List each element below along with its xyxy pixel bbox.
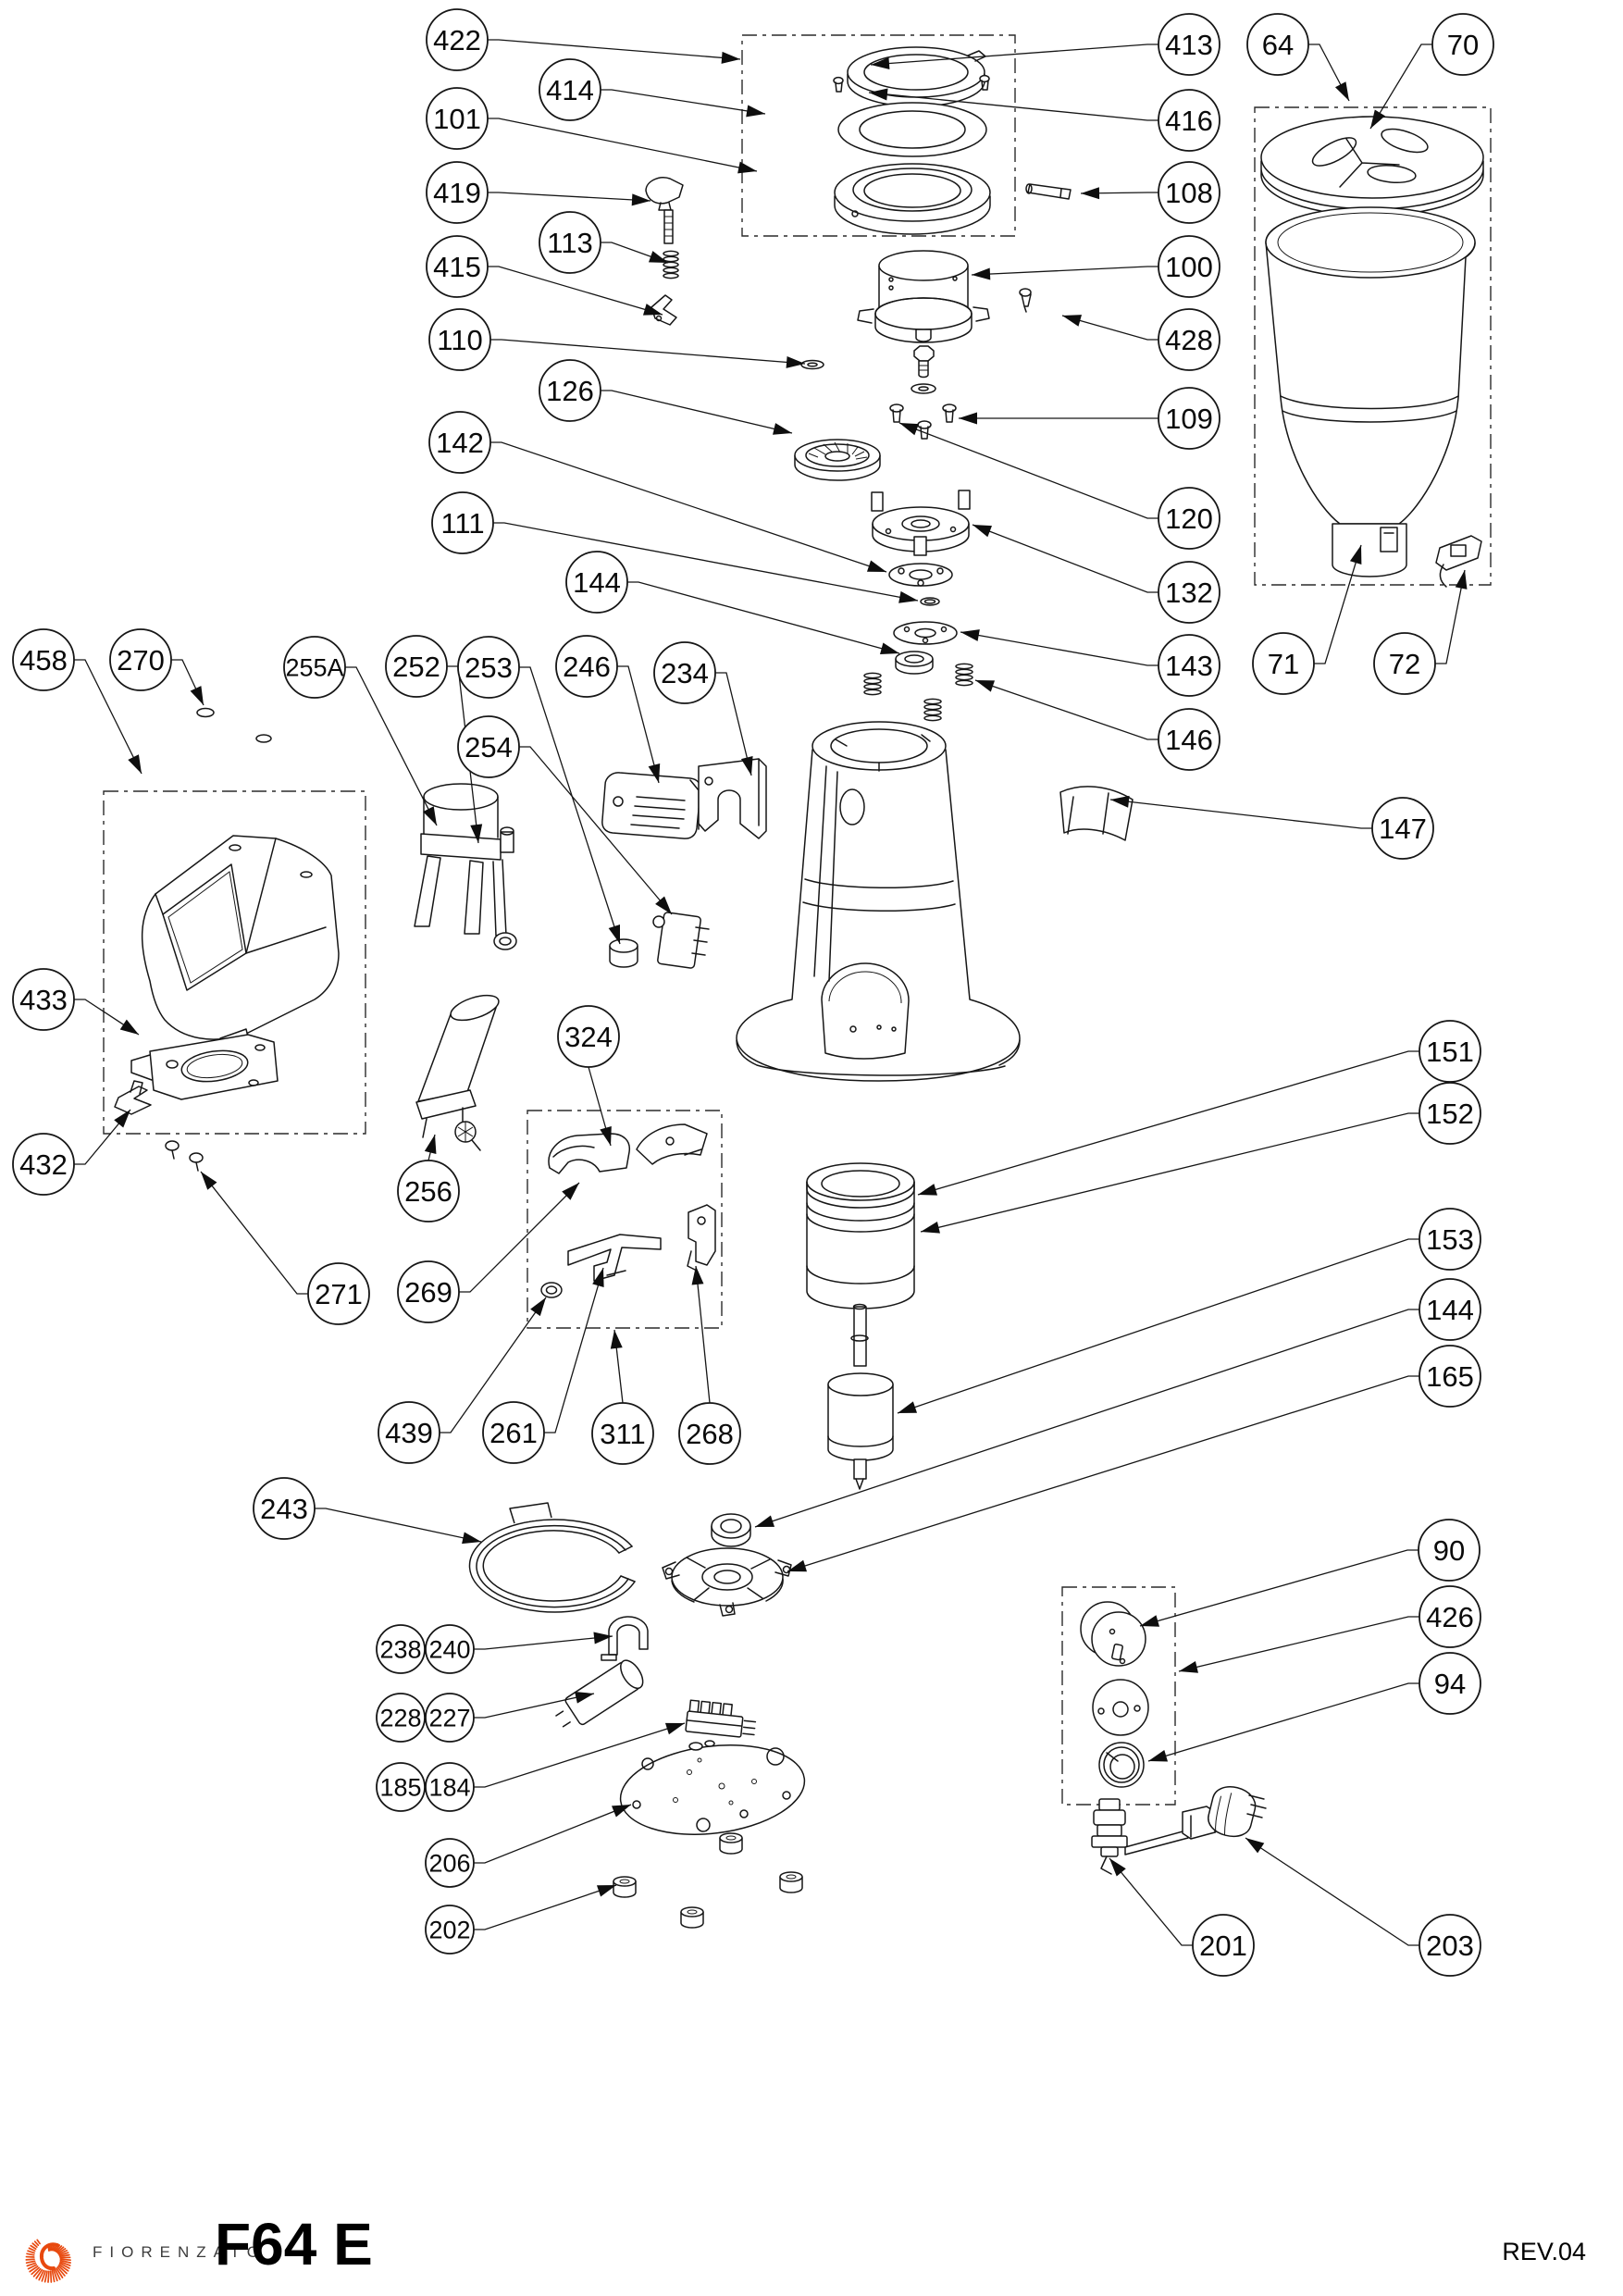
callout-203 (1419, 1915, 1481, 1976)
part-washer-flat (801, 361, 824, 369)
callout-109 (1158, 388, 1220, 449)
callout-238 (377, 1625, 425, 1673)
callout-165 (1419, 1346, 1481, 1407)
callout-number: 269 (404, 1275, 452, 1309)
callout-144 (1419, 1279, 1481, 1340)
callout-184 (426, 1763, 474, 1811)
part-probe-rod (1125, 1831, 1188, 1855)
part-chute-256 (416, 990, 502, 1150)
callout-202 (426, 1905, 474, 1954)
callout-number: 142 (436, 426, 484, 459)
callout-71 (1253, 633, 1314, 694)
part-disc-143 (894, 622, 957, 644)
footer (0, 2203, 1623, 2295)
callout-101 (427, 88, 488, 149)
callout-number: 254 (465, 730, 513, 763)
callout-number: 227 (428, 1704, 471, 1732)
part-burr-126 (795, 440, 880, 480)
part-washer-110 (911, 384, 935, 393)
callout-number: 243 (260, 1492, 308, 1525)
callout-number: 261 (489, 1416, 538, 1449)
callout-243 (254, 1478, 315, 1539)
leader-arrowhead (423, 806, 437, 825)
callout-number: 144 (1426, 1293, 1474, 1326)
leader-arrowhead (425, 1135, 437, 1154)
part-window-147 (1060, 787, 1133, 840)
leader-arrowhead (1148, 1750, 1168, 1761)
part-bracket-432 (115, 1081, 151, 1114)
part-hopper-body (1266, 207, 1475, 577)
callout-228 (377, 1694, 425, 1742)
callout-70 (1432, 14, 1493, 75)
callout-270 (110, 629, 171, 690)
leader-arrowhead (921, 1222, 940, 1234)
callout-number: 201 (1199, 1929, 1247, 1962)
callout-111 (432, 492, 493, 553)
callout-126 (539, 360, 601, 421)
part-springs (864, 664, 973, 720)
part-screw-416-left (834, 78, 843, 92)
brand-logo-icon (24, 2219, 81, 2293)
part-grinder-body (737, 722, 1020, 1081)
callout-144 (566, 552, 627, 613)
callout-number: 146 (1165, 723, 1213, 756)
part-screws-271 (166, 1141, 203, 1171)
part-timer-button-90 (1081, 1602, 1146, 1666)
callout-72 (1374, 633, 1435, 694)
callout-number: 100 (1165, 250, 1213, 283)
callout-number: 185 (379, 1773, 422, 1802)
callout-439 (378, 1402, 440, 1463)
callout-414 (539, 59, 601, 120)
callout-number: 108 (1165, 176, 1213, 209)
callout-428 (1158, 309, 1220, 370)
callout-number: 252 (392, 650, 440, 683)
callout-113 (539, 212, 601, 273)
callout-255A (284, 637, 345, 698)
callout-252 (386, 636, 447, 697)
part-rotor-153 (828, 1373, 893, 1489)
leader-arrowhead (867, 560, 886, 572)
part-clamp-240 (601, 1617, 648, 1660)
brand-name: FIORENZATO (93, 2243, 266, 2261)
callout-268 (679, 1403, 740, 1464)
callout-number: 416 (1165, 104, 1213, 137)
leader-arrowhead (898, 591, 918, 603)
callout-416 (1158, 90, 1220, 151)
part-hopper-lid (1261, 117, 1483, 216)
part-shaft (851, 1305, 868, 1367)
callout-number: 256 (404, 1174, 452, 1208)
part-bolt-110 (914, 346, 934, 378)
callout-246 (556, 636, 617, 697)
callout-number: 413 (1165, 28, 1213, 61)
part-burr-holder-132 (872, 490, 970, 555)
leader-arrowhead (755, 1516, 774, 1527)
leader-arrowhead (1245, 1838, 1264, 1853)
part-gasket-243 (469, 1503, 635, 1612)
callout-413 (1158, 14, 1220, 75)
callout-146 (1158, 709, 1220, 770)
leader-arrowhead (462, 1532, 481, 1544)
callout-number: 120 (1165, 502, 1213, 535)
leader-arrowhead (120, 1020, 139, 1035)
part-microswitch-254 (653, 912, 709, 968)
callout-number: 206 (428, 1849, 471, 1878)
leader-arrowhead (655, 897, 672, 914)
callout-419 (427, 162, 488, 223)
callout-number: 428 (1165, 323, 1213, 356)
callout-432 (13, 1134, 74, 1195)
callout-number: 71 (1267, 647, 1300, 680)
callout-201 (1193, 1915, 1254, 1976)
part-burr-carrier-100 (858, 251, 989, 342)
callout-number: 64 (1261, 28, 1295, 61)
part-gate-knob-72 (1436, 536, 1481, 587)
part-spring-113 (663, 251, 678, 278)
callout-185 (377, 1763, 425, 1811)
leader-arrowhead (114, 1110, 130, 1128)
part-grille-plate-246 (602, 773, 700, 838)
callout-311 (592, 1403, 653, 1464)
leader-arrowhead (1335, 81, 1349, 101)
part-bearing-144 (712, 1514, 750, 1546)
page-title-model: F64 E (215, 2211, 373, 2277)
callout-271 (308, 1263, 369, 1324)
part-flange-142 (889, 564, 952, 586)
leader-arrowhead (128, 754, 142, 774)
callout-number: 101 (433, 102, 481, 135)
callout-number: 203 (1426, 1929, 1474, 1962)
leader-arrowhead (1179, 1661, 1198, 1673)
callout-number: 94 (1433, 1667, 1467, 1700)
callout-240 (426, 1625, 474, 1673)
callout-number: 255A (285, 653, 344, 682)
callout-234 (654, 642, 715, 703)
leader-arrowhead (611, 1330, 623, 1349)
part-screw-428 (1020, 289, 1031, 312)
callout-324 (558, 1006, 619, 1067)
callout-number: 433 (19, 983, 68, 1016)
callout-number: 110 (437, 323, 483, 356)
part-base-plate-206 (615, 1735, 810, 1844)
leader-arrowhead (918, 1184, 937, 1195)
leader-arrowhead (1062, 315, 1082, 327)
callout-number: 228 (379, 1704, 422, 1732)
callout-227 (426, 1694, 474, 1742)
leader-arrowhead (960, 629, 980, 641)
callout-90 (1419, 1520, 1480, 1581)
callout-number: 415 (433, 250, 481, 283)
callout-110 (429, 309, 490, 370)
callout-number: 311 (600, 1417, 646, 1450)
revision-label: REV.04 (1502, 2238, 1586, 2265)
callout-147 (1372, 798, 1433, 859)
callout-number: 111 (440, 506, 485, 540)
leader-arrowhead (1109, 1858, 1126, 1877)
part-terminal-block-184 (686, 1700, 757, 1739)
leader-arrowhead (530, 1297, 546, 1316)
callout-261 (483, 1402, 544, 1463)
leader-arrowhead (1456, 570, 1468, 590)
callout-64 (1247, 14, 1308, 75)
callout-132 (1158, 562, 1220, 623)
callout-94 (1419, 1653, 1481, 1714)
callout-number: 324 (564, 1020, 613, 1053)
callout-number: 90 (1432, 1533, 1466, 1567)
part-cable-gland-201 (1092, 1799, 1127, 1874)
part-ring-94 (1099, 1743, 1144, 1787)
part-cap-253 (610, 939, 638, 967)
callout-number: 439 (385, 1416, 433, 1449)
part-feet-202 (613, 1833, 802, 1928)
leader-arrowhead (959, 413, 977, 425)
callout-number: 72 (1388, 647, 1421, 680)
leader-arrowhead (1081, 187, 1099, 199)
part-cap-324 (549, 1134, 629, 1173)
callout-number: 234 (661, 656, 709, 689)
part-button-plate-426 (1093, 1680, 1148, 1735)
leader-arrowhead (972, 268, 990, 280)
part-oring-111 (921, 598, 939, 605)
part-capacitor-227 (551, 1657, 647, 1734)
callout-206 (426, 1839, 474, 1887)
leader-arrowhead (880, 642, 899, 654)
callout-143 (1158, 635, 1220, 696)
callout-number: 426 (1426, 1600, 1474, 1633)
leader-arrowhead (746, 105, 765, 117)
part-pin-108 (1026, 184, 1071, 199)
callout-100 (1158, 236, 1220, 297)
leader-arrowhead (201, 1172, 217, 1190)
callout-number: 152 (1426, 1097, 1474, 1130)
leader-arrowhead (975, 680, 995, 692)
part-display-hood-458 (142, 836, 339, 1064)
part-hand-knob-419 (646, 178, 683, 243)
callout-number: 432 (19, 1148, 68, 1181)
callout-256 (398, 1160, 459, 1222)
callout-151 (1419, 1021, 1481, 1082)
callout-153 (1419, 1209, 1481, 1270)
leader-arrowhead (773, 423, 792, 435)
callout-458 (13, 629, 74, 690)
callout-number: 202 (428, 1916, 471, 1944)
callout-number: 132 (1165, 576, 1213, 609)
part-grommet-439 (541, 1283, 562, 1297)
callout-number: 143 (1165, 649, 1213, 682)
leader-arrowhead (722, 52, 740, 64)
leader-arrowhead (191, 686, 204, 705)
callout-142 (429, 412, 490, 473)
callout-number: 268 (686, 1417, 734, 1450)
leader-arrowhead (898, 1401, 917, 1413)
callout-number: 153 (1426, 1222, 1474, 1256)
callout-433 (13, 969, 74, 1030)
part-doser-plate-433 (131, 1035, 278, 1099)
callout-number: 113 (547, 226, 593, 259)
callout-number: 271 (315, 1277, 363, 1310)
callout-number: 144 (573, 565, 621, 599)
callout-number: 238 (379, 1635, 422, 1664)
callout-number: 109 (1165, 402, 1213, 435)
callout-269 (398, 1261, 459, 1322)
part-latch-268 (688, 1205, 715, 1271)
callout-number: 126 (546, 374, 594, 407)
callout-number: 70 (1446, 28, 1480, 61)
leader-arrowhead (665, 1723, 685, 1734)
callout-number: 422 (433, 23, 481, 56)
callout-number: 419 (433, 176, 481, 209)
callout-number: 184 (428, 1773, 471, 1802)
part-clip-plate-234 (699, 759, 766, 838)
part-flat-ring-414 (838, 103, 986, 156)
callout-number: 414 (546, 73, 594, 106)
callout-120 (1158, 488, 1220, 549)
callout-422 (427, 9, 488, 70)
leader-arrowhead (899, 423, 919, 435)
callout-number: 151 (1426, 1035, 1474, 1068)
part-bearing-146 (896, 652, 933, 674)
callout-108 (1158, 162, 1220, 223)
callout-152 (1419, 1083, 1481, 1144)
callout-number: 253 (465, 651, 513, 684)
leader-arrowhead (737, 162, 757, 174)
leader-arrowhead (973, 525, 992, 537)
callout-415 (427, 236, 488, 297)
callout-number: 246 (563, 650, 611, 683)
callout-253 (458, 637, 519, 698)
part-bracket-261 (568, 1235, 661, 1281)
part-collar-ring-101 (835, 164, 990, 234)
part-curved-segment-311 (637, 1124, 707, 1164)
callout-number: 147 (1379, 812, 1427, 845)
part-screws-109-120 (890, 404, 956, 439)
part-sight-ovals-270 (197, 709, 271, 743)
part-rotor-support-165 (663, 1548, 791, 1616)
callout-254 (458, 716, 519, 777)
part-grind-chamber-151-152 (807, 1163, 914, 1309)
callout-number: 240 (428, 1635, 471, 1664)
leader-arrowhead (1140, 1615, 1159, 1627)
callout-number: 458 (19, 643, 68, 676)
callout-426 (1419, 1586, 1481, 1647)
callout-number: 165 (1426, 1359, 1474, 1393)
callout-number: 270 (117, 643, 165, 676)
